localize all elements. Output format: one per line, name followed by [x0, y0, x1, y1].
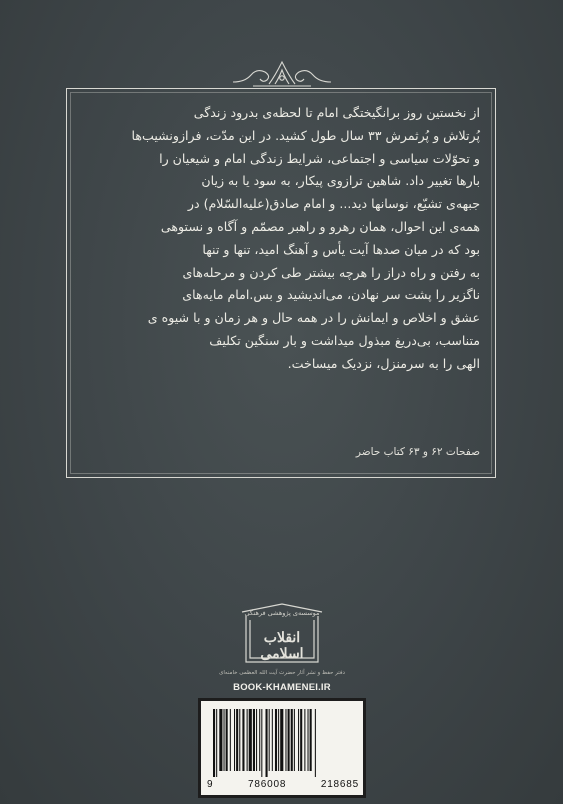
website-url: BOOK-KHAMENEI.IR	[233, 682, 331, 693]
publisher-name: انقلاب اسلامی	[260, 630, 304, 662]
ornament-icon	[231, 58, 333, 90]
summary-line: از نخستین روز برانگیختگی امام تا لحظه‌ی بدرود زندگی	[193, 105, 480, 120]
summary-line: ناگزیر را پشت سر نهادن، می‌اندیشید و بس.امام مایه‌های	[182, 287, 480, 303]
summary-line: بارها تغییر داد. شاهین ترازوی پیکار، به سود یا به زیان	[201, 173, 480, 189]
isbn-barcode	[198, 698, 366, 798]
source-note: صفحات ۶۲ و ۶۳ کتاب حاضر	[355, 446, 480, 458]
isbn-digits	[207, 779, 359, 790]
summary-line: عشق و اخلاص و ایمانش را در همه حال و هر زمان و با شیوه ی	[147, 310, 480, 326]
summary-line: به رفتن و راه دراز را هرچه بیشتر طی کردن و مرحله‌های	[182, 264, 480, 280]
summary-line: بود که در میان صدها آیت یأس و آهنگ امید، تنها و تنها	[202, 241, 480, 257]
isbn-prefix: 9	[207, 779, 214, 790]
summary-line: همه‌ی این احوال، همان رهرو و راهبر مصمّم و آگاه و نستوهی	[160, 218, 480, 234]
isbn-group-2: 218685	[320, 779, 359, 790]
summary-line: پُرتلاش و پُرثمرش ۳۳ سال طول کشید. در این مدّت، فرازونشیب‌ها	[131, 127, 480, 143]
publisher-institute: موسسه‌ی پژوهشی فرهنگی	[244, 609, 320, 617]
barcode-icon	[209, 709, 355, 777]
isbn-group-1: 786008	[248, 779, 287, 790]
summary-line: و تحوّلات سیاسی و اجتماعی، شرایط زندگی امام و شیعیان را	[159, 150, 480, 166]
summary-line: الهی را به سرمنزل، نزدیک میساخت.	[287, 355, 480, 371]
summary-text	[84, 102, 480, 376]
summary-line: متناسب، بی‌دریغ مبذول میداشت و بار سنگین تکلیف	[209, 332, 480, 348]
summary-line: جبهه‌ی تشیّع، نوسانها دید... و امام صادق(علیه‌السّلام) در	[187, 196, 480, 212]
publisher-subtitle: دفتر حفظ و نشر آثار حضرت آیت الله العظمی خامنه‌ای	[219, 670, 345, 676]
